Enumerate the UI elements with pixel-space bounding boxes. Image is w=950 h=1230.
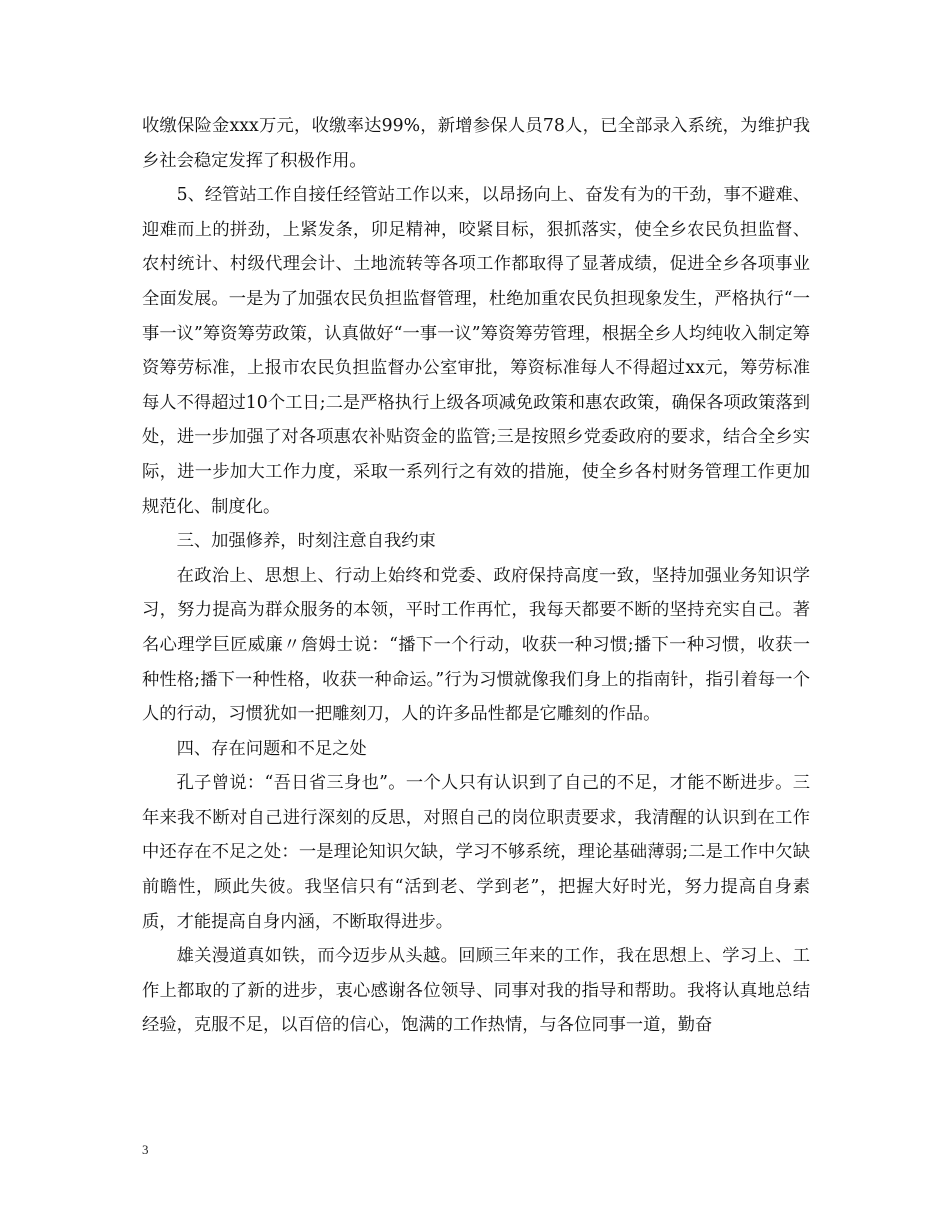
page-number: 3 (142, 1142, 149, 1157)
document-body (142, 109, 810, 1043)
section-heading-3: 三、加强修养，时刻注意自我约束 (176, 531, 436, 552)
paragraph-1: 收缴保险金xxx万元，收缴率达99%，新增参保人员78人，已全部录入系统，为维护我乡社会稳定发挥了积极作用。 (142, 116, 810, 171)
paragraph-6: 孔子曾说：“吾日省三身也”。一个人只有认识到了自己的不足，才能不断进步。三年来我不断对自己进行深刻的反思，对照自己的岗位职责要求，我清醒的认识到在工作中还存在不足之处：一是理论知识欠缺，学习不够系统，理论基础薄弱;二是工作中欠缺前瞻性，顾此失彼。我坚信只有“活到老、学到老”，把握大好时光，努力提高自身素质，才能提高自身内涵，不断取得进步。 (142, 773, 810, 932)
paragraph-7: 雄关漫道真如铁，而今迈步从头越。回顾三年来的工作，我在思想上、学习上、工作上都取的了新的进步，衷心感谢各位领导、同事对我的指导和帮助。我将认真地总结经验，克服不足，以百倍的信心，饱满的工作热情，与各位同事一道，勤奋 (142, 946, 810, 1036)
paragraph-2: 5、经管站工作自接任经管站工作以来，以昂扬向上、奋发有为的干劲，事不避难、迎难而上的拼劲，上紧发条，卯足精神，咬紧目标，狠抓落实，使全乡农民负担监督、农村统计、村级代理会计、土地流转等各项工作都取得了显著成绩，促进全乡各项事业全面发展。一是为了加强农民负担监督管理，杜绝加重农民负担现象发生，严格执行“一事一议”筹资筹劳政策，认真做好“一事一议”筹资筹劳管理，根据全乡人均纯收入制定筹资筹劳标准，上报市农民负担监督办公室审批，筹资标准每人不得超过xx元，筹劳标准每人不得超过10个工日;二是严格执行上级各项减免政策和惠农政策，确保各项政策落到处，进一步加强了对各项惠农补贴资金的监管;三是按照乡党委政府的要求，结合全乡实际，进一步加大工作力度，采取一系列行之有效的措施，使全乡各村财务管理工作更加规范化、制度化。 (142, 185, 810, 517)
paragraph-4: 在政治上、思想上、行动上始终和党委、政府保持高度一致，坚持加强业务知识学习，努力提高为群众服务的本领，平时工作再忙，我每天都要不断的坚持充实自己。著名心理学巨匠威廉〃詹姆士说：“播下一个行动，收获一种习惯;播下一种习惯，收获一种性格;播下一种性格，收获一种命运。”行为习惯就像我们身上的指南针，指引着每一个人的行动，习惯犹如一把雕刻刀，人的许多品性都是它雕刻的作品。 (142, 565, 810, 725)
section-heading-4: 四、存在问题和不足之处 (176, 738, 367, 759)
